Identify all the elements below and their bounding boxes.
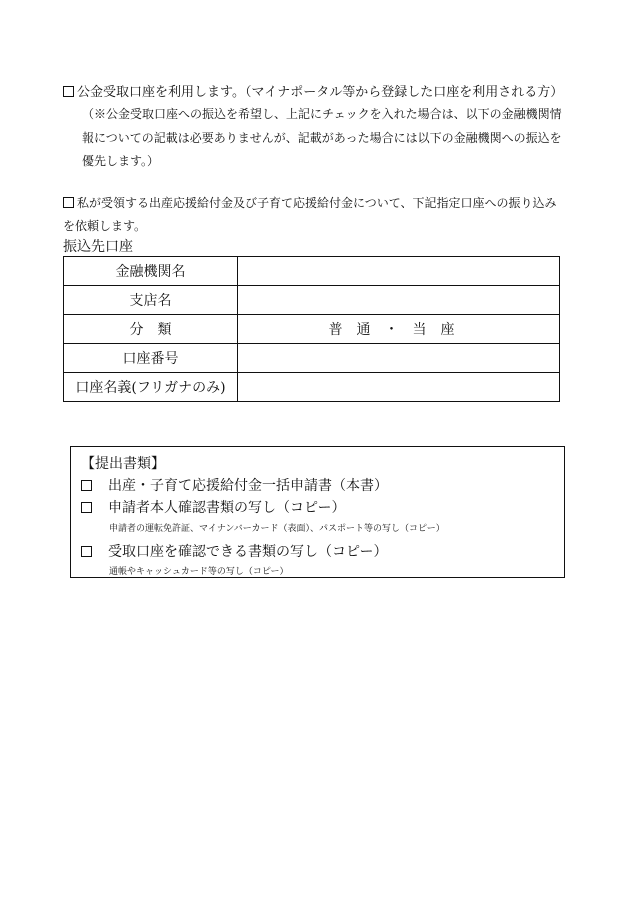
table-row [64,373,560,402]
option2-row [63,194,557,211]
branch-name-field[interactable] [238,286,560,315]
account-number-label: 口座番号 [64,344,238,373]
account-type-label: 分 類 [64,315,238,344]
document-1-label: 出産・子育て応援給付金一括申請書（本書） [108,478,388,494]
table-row [64,257,560,286]
document-3-checkbox[interactable] [81,546,92,557]
document-2-label: 申請者本人確認書類の写し（コピー） [108,500,346,516]
table-row [64,286,560,315]
document-2-note: 申請者の運転免許証、マイナンバーカード（表面）、パスポート等の写し（コピー） [109,524,445,534]
account-holder-field[interactable] [238,373,560,402]
option1-note-line-3: 優先します。） [82,154,160,168]
branch-name-label: 支店名 [64,286,238,315]
account-type-field[interactable]: 普通・当座 [238,315,560,344]
bank-name-field[interactable] [238,257,560,286]
bank-name-label: 金融機関名 [64,257,238,286]
document-3-label: 受取口座を確認できる書類の写し（コピー） [108,544,388,560]
document-3-note: 通帳やキャッシュカード等の写し（コピー） [109,567,289,577]
table-row [64,344,560,373]
account-table [63,256,560,402]
option1-row [63,81,563,100]
option1-label: 公金受取口座を利用します。（マイナポータル等から登録した口座を利用される方） [77,85,564,100]
option1-note-line-1: （※公金受取口座への振込を希望し、上記にチェックを入れた場合は、以下の金融機関情 [82,107,562,121]
document-item-1 [81,475,388,495]
document-2-checkbox[interactable] [81,502,92,513]
option2-line-1: 私が受領する出産応援給付金及び子育て応援給付金について、下記指定口座への振り込み [77,196,557,210]
document-item-3 [81,541,387,561]
public-account-checkbox[interactable] [63,86,74,97]
option2-line-2: を依頼します。 [63,219,147,233]
table-row [64,315,560,344]
account-heading: 振込先口座 [63,239,133,255]
account-number-field[interactable] [238,344,560,373]
document-item-2 [81,497,345,517]
designated-account-checkbox[interactable] [63,197,74,208]
account-holder-label: 口座名義(フリガナのみ) [64,373,238,402]
documents-box [70,446,565,578]
document-1-checkbox[interactable] [81,480,92,491]
documents-title: 【提出書類】 [81,456,165,472]
option1-note-line-2: 報についての記載は必要ありませんが、記載があった場合には以下の金融機関への振込を [82,131,562,145]
